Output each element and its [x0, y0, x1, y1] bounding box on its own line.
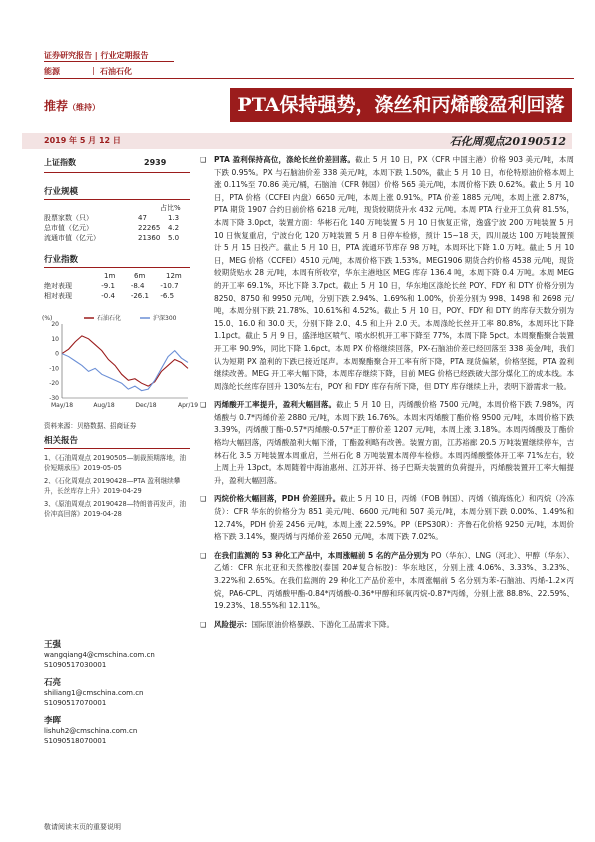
index-hdr-1m: 1m [104, 272, 116, 280]
header-line1: 证券研究报告 | 行业定期报告 [44, 51, 149, 60]
scale-col-label: 占比% [160, 204, 181, 212]
industry-index-title: 行业指数 [44, 253, 190, 268]
analyst-email[interactable]: lishuh2@cmschina.com.cn [44, 727, 138, 735]
header-line2-right: 石油石化 [100, 67, 132, 76]
analyst-block [44, 640, 190, 754]
body-paragraph [200, 154, 574, 393]
footer-note: 敬请阅读末页的重要说明 [44, 823, 121, 831]
analyst-email[interactable]: wangqiang4@cmschina.com.cn [44, 651, 155, 659]
related-item: 2、《石化周观点 20190428—PTA 盈利继续攀升，长丝库存上升》2019-04-29 [44, 477, 181, 495]
rating [44, 97, 100, 114]
related-block [44, 434, 190, 522]
scale-row-v1: 47 [138, 214, 147, 222]
scale-rows [44, 213, 190, 243]
paragraph-lead: PTA 盈利保持高位，涤纶长丝价差回落。 [214, 155, 356, 164]
x-tick-label: Apr/19 [177, 402, 199, 409]
chart-ylabel: (%) [42, 315, 53, 322]
index-row-value: -6.5 [160, 292, 175, 300]
paragraph-text: 截止 5 月 10 日，丙烯（FOB 韩国）、丙烯（镇海炼化）和丙烷（冷冻货）：CFR 华东的价格分为 851 美元/吨、6600 元/吨和 507 美元/吨，本周分别下跌 0.00%、1.49%和 12.74%，PDH 价差 2456 元/吨，本周上涨 22.59%。PP（EPS30R）：齐鲁石化价格 9250 元/吨，本周价格下跌 3.14%，聚丙烯与丙烯价差 2650 元/吨，本周下跌 7.02%。 [214, 494, 574, 542]
y-tick-label: -10 [49, 365, 59, 373]
series-line [62, 336, 188, 386]
legend-label: 沪深300 [153, 315, 177, 322]
paragraph-text: PO（华东）、LNG（河北）、甲醇（华东）、乙烯：CFR 东北亚和天然橡胶(泰国 20#复合标胶)：华东地区，分别上涨 4.06%、3.33%、3.23%、3.22%和 2.65%。在我们监测的 29 种化工产品价差中，本周涨幅前 5 名分别为苯-石脑油、丙烯-1.2×丙烷，PA6-CPL、丙烯酸甲酯-0.84*丙烯酸-0.36*甲醇和环氧丙烷-0.87*丙烯，分别上涨 88.8%、22.59%、19.23%、18.55%和 12.11%。 [214, 550, 574, 611]
scale-row-v1: 22265 [138, 224, 161, 232]
index-label: 上证指数 [44, 158, 76, 167]
paragraph-lead: 在我们监测的 53 种化工产品中，本周涨幅前 5 名的产品分别为 [214, 550, 429, 560]
y-tick-label: -30 [49, 395, 59, 402]
industry-scale-title: 行业规模 [44, 185, 190, 200]
square-bullet-icon: ❑ [200, 551, 207, 560]
square-bullet-icon: ❑ [200, 495, 207, 504]
index-row-value: -8.4 [130, 282, 145, 290]
square-bullet-icon: ❑ [200, 156, 207, 164]
related-item: 1、《石油周观点 20190505—制裁预期落地，油价短期承压》2019-05-05 [44, 454, 187, 472]
index-table-row [44, 281, 190, 291]
header-divider-1 [44, 61, 174, 62]
index-row-value: -26.1 [130, 292, 149, 300]
header-line2-left: 能源 [44, 67, 60, 76]
paragraph-lead: 风险提示： [214, 619, 252, 629]
scale-row-name: 流通市值（亿元） [44, 234, 100, 242]
analyst-id: S1090518070001 [44, 737, 107, 745]
analyst-name: 王强 [44, 640, 62, 650]
performance-chart [40, 312, 199, 412]
paragraph-text: 截止 5 月 10 日，PX（CFR 中国主港）价格 903 美元/吨，本周下跌 0.95%。PX 与石脑油价差 338 美元/吨，本周下跌 1.50%，截止 5 月 10 日，布伦特原油价格本周上涨 0.11%至 70.86 美元/桶，石脑油（CFR 韩国）价格 565 美元/吨，本周价格下跌 0.62%。截止 5 月 10 日，PTA 价格（CCFEI 内盘）6650 元/吨，本周上涨 0.91%。PTA 价差 1885 元/吨，本周上涨 2.87%，PTA 期货 1907 合约日前价格 6218 元/吨，现货较期货升水 432 元/吨。本周 PTA 行业开工负荷 81.5%，本周下降 3.0pct，装置方面：华彬石化 140 万吨装置 5 月 10 日恢复正常，逸盛宁波 200 万吨装置 5 月 10 日恢复重启，宁波台化 120 万吨装置 5 月 8 日停车检修，预计 15~18 天，四川晟达 100 万吨装置预计 5 月 15 日投产。截止 5 月 10 日，PTA 流通环节库存 98 万吨，本周环比下降 1.0 万吨。截止 5 月 10 日，MEG 价格（CCFEI）4510 元/吨，本周价格下跌 1.53%。MEG1906 期货合约价格 4538 元/吨，现货较期货贴水 28 元/吨，本周有所收窄，华东主港地区 MEG 库存 136.4 吨，本周下降 0.4 万吨。本周 MEG 的开工率 69.1%，环比下降 3.7pct。截止 5 月 10 日，华东地区涤纶长丝 POY、FDY 和 DTY 价格分别为 8250、8750 和 9950 元/吨，分别下跌 2.94%、1.69%和 1.00%，价差分别为 998、1498 和 2698 元/吨，本周分别下跌 21.78%、10.61%和 4.52%。截止 5 月 10 日，POY、FDY 和 DTY 的库存天数分别为 15.0、16.0 和 30.0 天，分别下降 2.0、4.5 和上升 2.0 天。本周涤纶长丝开工率 80.8%，本周环比下降 1.1pct。截止 5 月 9 日，盛泽地区喷气、喷水织机开工率下降至 77%，本周下降 5pct。本周聚酯聚合装置开工率 90.9%，同比下降 1.6pct。本周 PX 价格继续回落，PX-石脑油价差已经回落至 338 美金/吨，我们认为短期 PX 盈利的下跌已接近尾声。本周聚酯聚合开工率有所下降，PTA 现货偏紧，价格坚挺，PTA 盈利继续改善。MEG 开工率大幅下降，本周库存继续下降，目前 MEG 价格已经跌破大部分煤化工的成本线。本周涤纶长丝库存回升 130%左右，POY 和 FDY 库存有所下降，但 DTY 库存继续上升，表明下游需求一般。 [214, 155, 574, 391]
scale-col-header [44, 203, 190, 213]
index-value: 2939 [144, 158, 167, 167]
index-row-name: 绝对表现 [44, 282, 72, 290]
index-row [44, 158, 190, 173]
y-tick-label: 0 [55, 350, 59, 358]
report-title: PTA保持强势，涤丝和丙烯酸盈利回落 [230, 88, 572, 122]
date-bar [22, 133, 572, 149]
x-tick-label: May/18 [50, 402, 74, 409]
header-sep: | [92, 66, 95, 75]
paragraph-lead: 丙烯酸开工率提升，盈利大幅回落。 [214, 400, 337, 410]
legend-label: 石油石化 [97, 315, 122, 322]
analyst-name: 石亮 [44, 678, 62, 688]
analyst [44, 716, 190, 746]
related-list [44, 453, 190, 519]
body-paragraph [200, 493, 574, 543]
index-hdr-12m: 12m [166, 272, 182, 280]
index-header-row [44, 271, 190, 281]
scale-row-v1: 21360 [138, 234, 161, 242]
analyst-email[interactable]: shiliang1@cmschina.com.cn [44, 689, 144, 697]
y-tick-label: 10 [51, 335, 59, 343]
analyst [44, 640, 190, 670]
rating-label: 推荐 [44, 99, 69, 113]
scale-row [44, 223, 190, 233]
body-paragraph [200, 550, 574, 613]
left-column [44, 158, 190, 301]
related-item: 3、《原油周观点 20190428—特朗普再发声，油价冲高回落》2019-04-28 [44, 500, 187, 518]
report-subtitle: 石化周观点20190512 [449, 135, 566, 148]
body-paragraphs [200, 154, 574, 637]
analyst [44, 678, 190, 708]
source-note: 资料来源：贝格数据、招商证券 [44, 422, 137, 430]
index-row-value: -9.1 [101, 282, 115, 290]
report-date: 2019 年 5 月 12 日 [44, 136, 121, 145]
paragraph-text: 国际原油价格暴跌、下游化工品需求下降。 [251, 619, 394, 629]
body-paragraph [200, 399, 574, 487]
paragraph-lead: 丙烷价格大幅回落，PDH 价差回升。 [214, 494, 341, 504]
scale-row-v2: 1.3 [168, 214, 180, 222]
analyst-id: S1090517030001 [44, 661, 107, 669]
paragraph-text: 截止 5 月 10 日，丙烯酸价格 7500 元/吨，本周价格下跌 7.98%，丙烯酸与 0.7*丙烯价差 2880 元/吨，本周下跌 16.76%。本周末丙烯酸丁酯价格 9500 元/吨，本周价格下跌 3.39%，丙烯酸丁酯-0.57*丙烯酸-0.57*正丁醇价差 1207 元/吨，本周上涨 3.18%。本周丙烯酸及丁酯价格均大幅回落，丙烯酸盈利大幅下滑，丁酯盈利略有改善。装置方面，江苏裕廊 20.5 万吨装置继续停车，吉林石化 3.5 万吨装置本周重启，兰州石化 8 万吨装置本周停车检修。本周丙烯酸整体开工率 71%左右，较上周上升 13pct。本周随着中海油惠州、江苏开祥、扬子巴斯夫装置的负荷提升，丙烯酸装置开工率大幅提升，盈利大幅回落。 [214, 400, 574, 485]
body-paragraph [200, 619, 574, 632]
index-rows [44, 281, 190, 301]
x-tick-label: Aug/18 [93, 402, 115, 409]
series-line [62, 351, 188, 391]
square-bullet-icon: ❑ [200, 620, 207, 629]
scale-row [44, 213, 190, 223]
index-table-row [44, 291, 190, 301]
index-row-name: 相对表现 [44, 292, 72, 300]
scale-row [44, 233, 190, 243]
index-row-value: -0.4 [101, 292, 115, 300]
index-hdr-6m: 6m [134, 272, 146, 280]
scale-row-v2: 5.0 [168, 234, 180, 242]
related-title: 相关报告 [44, 434, 190, 449]
scale-row-v2: 4.2 [168, 224, 180, 232]
scale-row-name: 股票家数（只） [44, 214, 93, 222]
analyst-id: S1090517070001 [44, 699, 107, 707]
y-tick-label: -20 [49, 380, 59, 388]
y-tick-label: 20 [51, 321, 59, 328]
analyst-name: 李晖 [44, 716, 62, 726]
index-row-value: -10.7 [160, 282, 179, 290]
x-tick-label: Dec/18 [135, 402, 157, 409]
rating-sub: （维持） [68, 102, 101, 112]
square-bullet-icon: ❑ [200, 401, 207, 410]
scale-row-name: 总市值（亿元） [44, 224, 93, 232]
header-divider-2 [44, 78, 574, 79]
